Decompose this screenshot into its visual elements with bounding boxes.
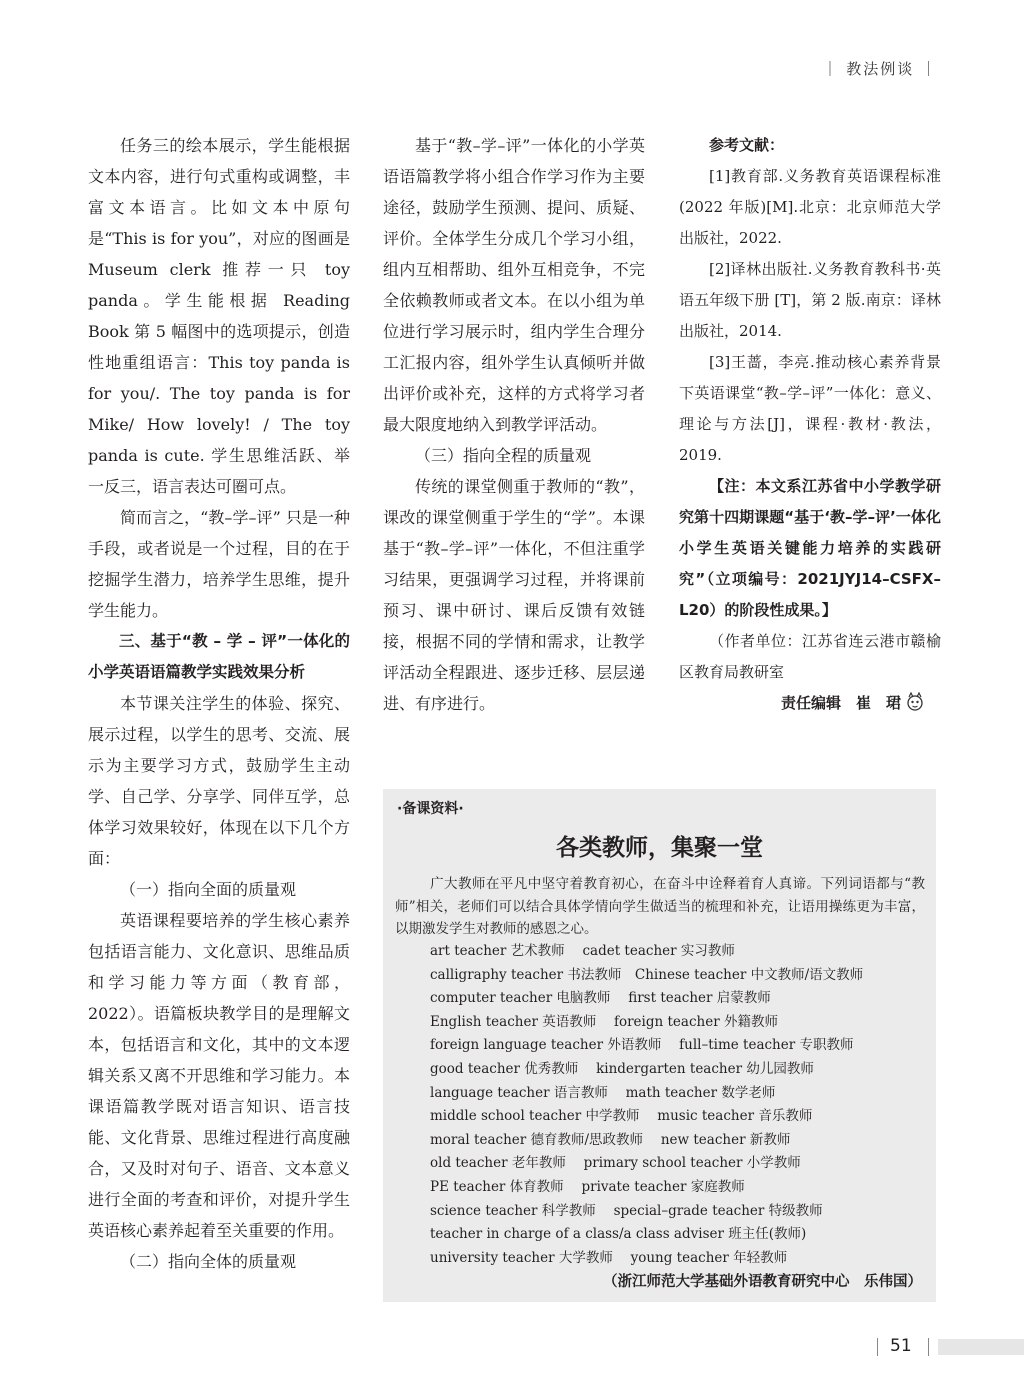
term-line: old teacher 老年教师 primary school teacher 小学教师 xyxy=(430,1155,801,1172)
box-intro: 广大教师在平凡中坚守着教育初心，在奋斗中诠释着育人真谛。下列词语都与“教师”相关，老师们可以结合具体学情向学生做适当的梳理和补充，让语用操练更为丰富，以期激发学生对教师的感恩之心。 xyxy=(395,876,925,937)
page-number-divider-left xyxy=(877,1338,878,1356)
reference-item: [3]王蔷，李亮.推动核心素养背景下英语课堂“教–学–评”一体化：意义、理论与方法[J]，课程·教材·教法，2019. xyxy=(679,353,941,464)
term-line: calligraphy teacher 书法教师 Chinese teacher 中文教师/语文教师 xyxy=(430,966,864,983)
term-line: English teacher 英语教师 foreign teacher 外籍教师 xyxy=(430,1013,778,1030)
term-line: language teacher 语言教师 math teacher 数学老师 xyxy=(430,1084,776,1101)
cartoon-face-icon xyxy=(905,692,925,712)
box-title: 各类教师，集聚一堂 xyxy=(556,835,763,861)
term-line: science teacher 科学教师 special–grade teacher 特级教师 xyxy=(430,1202,823,1219)
references-title: 参考文献： xyxy=(709,136,785,154)
box-source: （浙江师范大学基础外语教育研究中心 乐伟国） xyxy=(603,1274,922,1290)
subsection-heading: （一）指向全面的质量观 xyxy=(120,880,297,899)
column-1 xyxy=(88,130,350,1277)
term-line: PE teacher 体育教师 private teacher 家庭教师 xyxy=(430,1178,745,1195)
paragraph: 简而言之，“教–学–评” 只是一种手段，或者说是一个过程，目的在于挖掘学生潜力，培养学生思维，提升学生能力。 xyxy=(88,508,350,620)
teacher-terms-list xyxy=(430,940,930,1270)
author-affiliation: （作者单位：江苏省连云港市赣榆区教育局教研室 xyxy=(679,632,941,681)
subsection-heading: （二）指向全体的质量观 xyxy=(120,1252,297,1271)
subsection-heading: （三）指向全程的质量观 xyxy=(415,446,592,465)
responsible-editor xyxy=(679,688,941,719)
paragraph: 本节课关注学生的体验、探究、展示过程，以学生的思考、交流、展示为主要学习方式，鼓励学生主动学、自己学、分享学、同伴互学，总体学习效果较好，体现在以下几个方面： xyxy=(88,694,350,868)
column-3 xyxy=(679,130,941,719)
page-number: 51 xyxy=(890,1336,912,1356)
paragraph: 传统的课堂侧重于教师的“教”，课改的课堂侧重于学生的“学”。本课基于“教–学–评”一体化，不但注重学习结果，更强调学习过程，并将课前预习、课中研讨、课后反馈有效链接，根据不同的学情和需求，让教学评活动全程跟进、逐步迁移、层层递进、有序进行。 xyxy=(383,477,645,713)
section-header-tag: ｜ 教法例谈 ｜ xyxy=(822,60,938,78)
term-line: teacher in charge of a class/a class adviser 班主任(教师) xyxy=(430,1226,807,1243)
term-line: middle school teacher 中学教师 music teacher 音乐教师 xyxy=(430,1108,813,1125)
reference-item: [1]教育部.义务教育英语课程标准(2022 年版)[M].北京：北京师范大学出版社，2022. xyxy=(679,167,941,247)
reference-item: [2]译林出版社.义务教育教科书·英语五年级下册 [T]，第 2 版.南京：译林出版社，2014. xyxy=(679,260,941,340)
term-line: art teacher 艺术教师 cadet teacher 实习教师 xyxy=(430,943,735,959)
term-line: foreign language teacher 外语教师 full–time teacher 专职教师 xyxy=(430,1037,854,1054)
paragraph: 英语课程要培养的学生核心素养包括语言能力、文化意识、思维品质和学习能力等方面（教育部，2022）。语篇板块教学目的是理解文本，包括语言和文化，其中的文本逻辑关系又离不开思维和学习能力。本课语篇教学既对语言知识、语言技能、文化背景、思维过程进行高度融合，又及时对句子、语音、文本意义进行全面的考查和评价，对提升学生英语核心素养起着至关重要的作用。 xyxy=(88,911,350,1240)
footer-stripe xyxy=(938,1339,1024,1355)
section-heading: 三、基于“教 – 学 – 评”一体化的小学英语语篇教学实践效果分析 xyxy=(88,632,350,681)
project-note: 【注：本文系江苏省中小学教学研究第十四期课题“基于‘教–学–评’一体化小学生英语关键能力培养的实践研究”（立项编号：2021JYJ14–CSFX–L20）的阶段性成果。】 xyxy=(679,477,941,619)
term-line: good teacher 优秀教师 kindergarten teacher 幼儿园教师 xyxy=(430,1060,814,1077)
paragraph: 基于“教–学–评”一体化的小学英语语篇教学将小组合作学习作为主要途径，鼓励学生预测、提问、质疑、评价。全体学生分成几个学习小组，组内互相帮助、组外互相竞争，不完全依赖教师或者文本。在以小组为单位进行学习展示时，组内学生合理分工汇报内容，组外学生认真倾听并做出评价或补充，这样的方式将学习者最大限度地纳入到教学评活动。 xyxy=(383,136,645,434)
editor-label: 责任编辑 崔 珺 xyxy=(780,694,901,712)
term-line: computer teacher 电脑教师 first teacher 启蒙教师 xyxy=(430,990,771,1007)
lesson-resource-box xyxy=(383,789,936,1302)
column-2 xyxy=(383,130,645,719)
page-number-divider-right xyxy=(928,1338,929,1356)
term-line: university teacher 大学教师 young teacher 年轻教师 xyxy=(430,1249,788,1266)
term-line: moral teacher 德育教师/思政教师 new teacher 新教师 xyxy=(430,1131,791,1148)
paragraph: 任务三的绘本展示，学生能根据文本内容，进行句式重构或调整，丰富文本语言。比如文本中原句是“This is for you”，对应的图画是 Museum clerk 推荐一只 toy panda。学生能根据 Reading Book 第 5 幅图中的选项提示，创造性地重组语言：This toy panda is for you/. The toy panda is for Mike/ How lovely! / The toy panda is cute. 学生思维活跃、举一反三，语言表达可圈可点。 xyxy=(88,136,350,496)
box-tag: ·备课资料· xyxy=(397,801,464,817)
